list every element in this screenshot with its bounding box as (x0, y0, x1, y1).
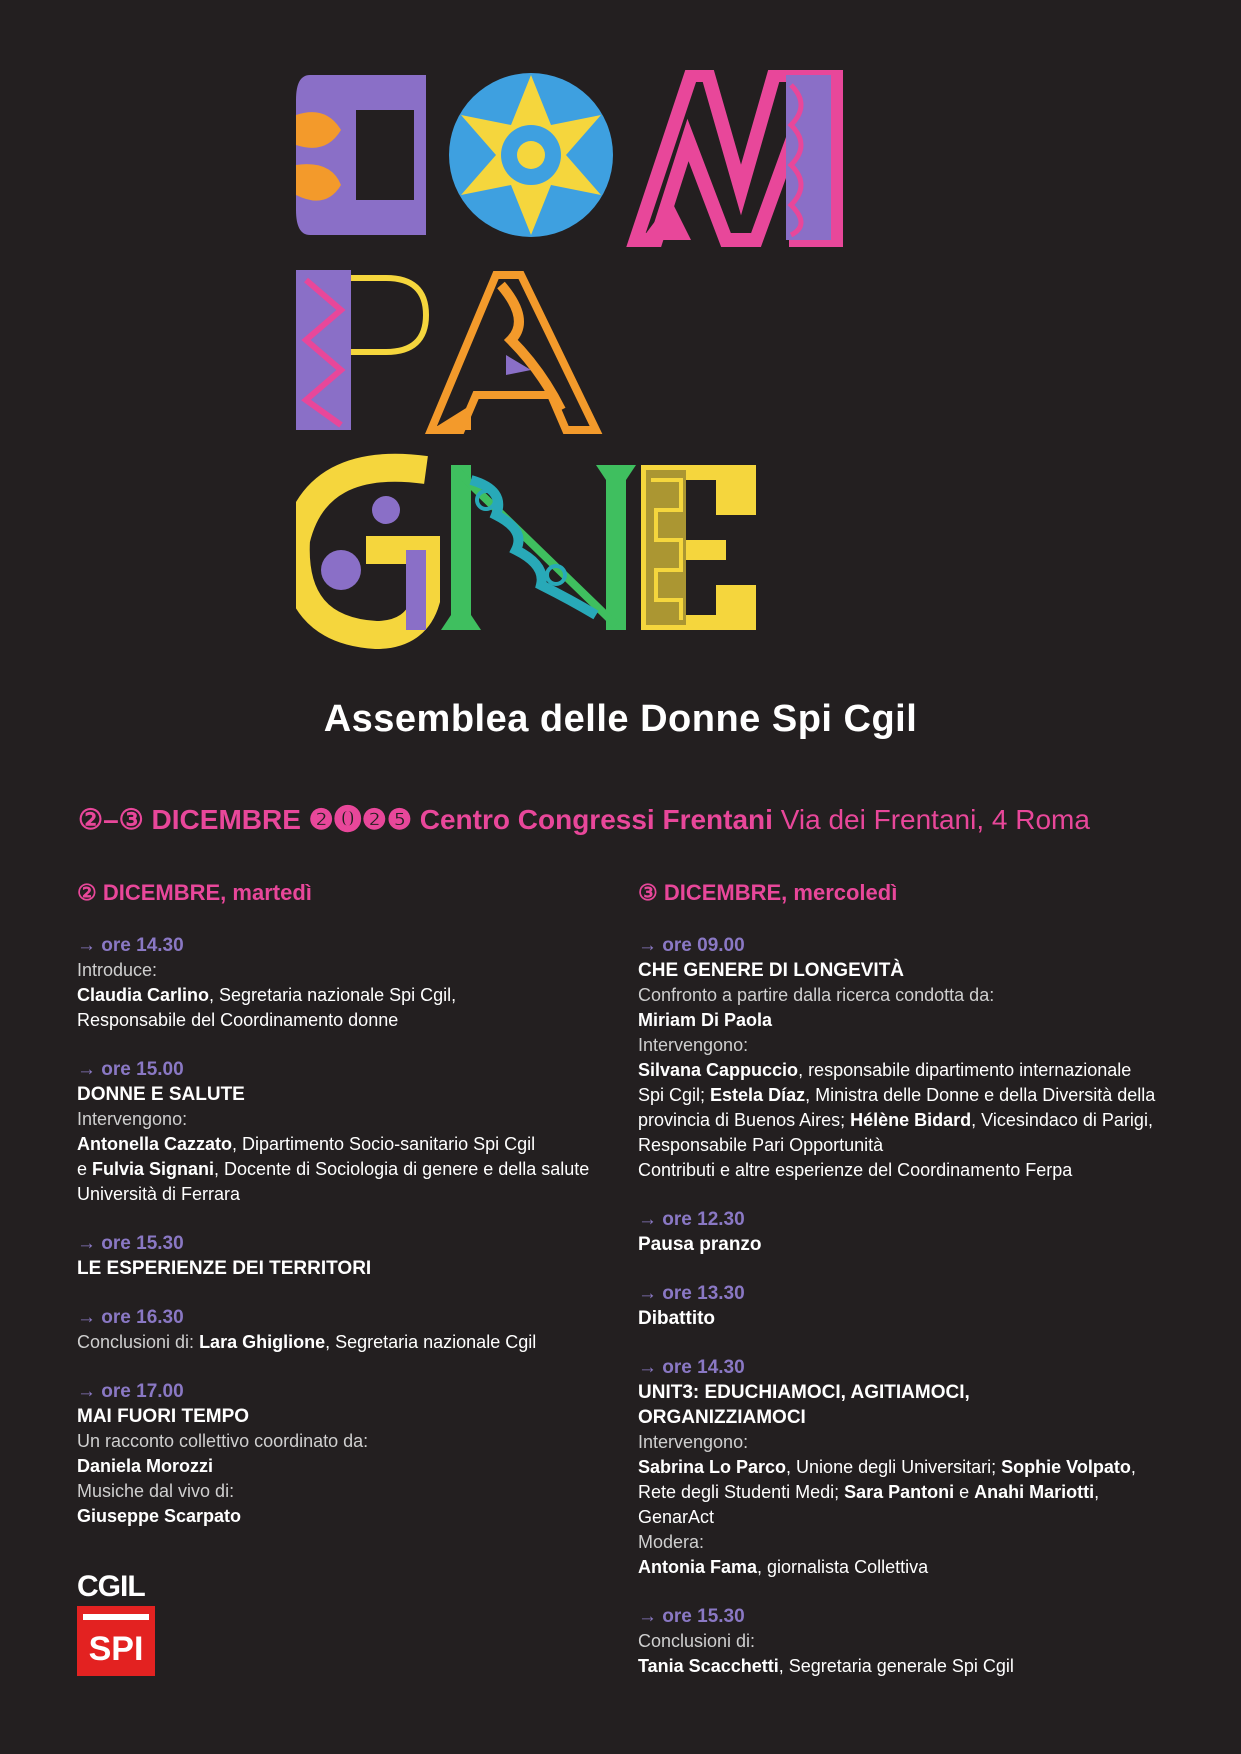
speaker-role: , Docente di Sociologia di genere e della salute (214, 1159, 590, 1179)
day2-header: ③ DICEMBRE, mercoledì (638, 880, 898, 905)
day2-session-2 (638, 1207, 1198, 1257)
day2-session-3 (638, 1281, 1198, 1331)
speaker-name: Fulvia Signani (92, 1159, 215, 1179)
speaker-name: Sophie Volpato (1001, 1457, 1131, 1477)
session-intro: Conclusioni di: (638, 1631, 756, 1651)
session-speaker (77, 1157, 617, 1182)
speaker-name: Antonia Fama (638, 1557, 758, 1577)
speaker-role: , Ministra delle Donne e della Diversità della (805, 1085, 1156, 1105)
conjunction: e (77, 1159, 93, 1179)
logo-spi-text: SPI (77, 1606, 155, 1676)
event-address: Via dei Frentani, 4 Roma (780, 804, 1090, 835)
session-speaker (77, 1330, 617, 1355)
speaker-name: Sara Pantoni (844, 1482, 955, 1502)
speaker-role: , Vicesindaco di Parigi, (971, 1110, 1153, 1130)
day1-header: ② DICEMBRE, martedì (77, 880, 312, 905)
day2-session-4 (638, 1355, 1198, 1580)
session-title: LE ESPERIENZE DEI TERRITORI (77, 1258, 372, 1279)
speaker-role-line: Responsabile Pari Opportunità (638, 1135, 884, 1155)
session-speaker (638, 1058, 1198, 1083)
session-speaker (638, 1108, 1198, 1133)
speaker-name: Claudia Carlino (77, 985, 210, 1005)
speaker-role: provincia di Buenos Aires; (638, 1110, 851, 1130)
session-title: Pausa pranzo (638, 1234, 762, 1255)
session-title: DONNE E SALUTE (77, 1084, 245, 1105)
speaker-name: Tania Scacchetti (638, 1656, 779, 1676)
session-time: → ore 15.30 (638, 1606, 745, 1627)
speaker-name: Sabrina Lo Parco (638, 1457, 787, 1477)
letter-p (296, 270, 426, 430)
session-intro: Musiche dal vivo di: (77, 1481, 235, 1501)
day1-session-1 (77, 933, 617, 1033)
day2-session-1 (638, 933, 1198, 1183)
speaker-name: Daniela Morozzi (77, 1456, 214, 1476)
session-title-line2: ORGANIZZIAMOCI (638, 1407, 806, 1428)
session-title: CHE GENERE DI LONGEVITÀ (638, 960, 905, 981)
event-subtitle: Assemblea delle Donne Spi Cgil (323, 698, 918, 740)
session-title: UNIT3: EDUCHIAMOCI, AGITIAMOCI, (638, 1382, 970, 1403)
letter-c (296, 75, 426, 235)
speaker-name: Hélène Bidard (850, 1110, 972, 1130)
day1-session-3 (77, 1231, 617, 1281)
speaker-role: , (1094, 1482, 1100, 1502)
logo-cgil-text: CGIL (77, 1570, 145, 1603)
session-time: → ore 16.30 (77, 1307, 184, 1328)
event-venue: Centro Congressi Frentani (419, 804, 773, 835)
session-time: → ore 17.00 (77, 1381, 184, 1402)
compagne-ornamental-title (296, 70, 956, 650)
speaker-role-line: GenarAct (638, 1507, 715, 1527)
session-intro: Intervengono: (77, 1109, 188, 1129)
session-time: → ore 14.30 (77, 935, 184, 956)
session-time: → ore 14.30 (638, 1357, 745, 1378)
title-lettering (296, 70, 956, 650)
speaker-role: Rete degli Studenti Medi; (638, 1482, 845, 1502)
conjunction: e (954, 1482, 975, 1502)
speaker-name: Anahi Mariotti (974, 1482, 1095, 1502)
speaker-name: Lara Ghiglione (199, 1332, 326, 1352)
session-note: Contributi e altre esperienze del Coordinamento Ferpa (638, 1160, 1073, 1180)
day1-session-2 (77, 1057, 617, 1207)
day1-session-5 (77, 1379, 617, 1529)
session-speaker (638, 1555, 1198, 1580)
session-intro: Un racconto collettivo coordinato da: (77, 1431, 369, 1451)
session-intro: Confronto a partire dalla ricerca condotta da: (638, 985, 995, 1005)
session-speaker (638, 1455, 1198, 1480)
session-time: → ore 15.30 (77, 1233, 184, 1254)
session-intro: Introduce: (77, 960, 158, 980)
speaker-name: Silvana Cappuccio (638, 1060, 799, 1080)
speaker-role: , (1130, 1457, 1136, 1477)
speaker-role-line: Università di Ferrara (77, 1184, 241, 1204)
day2-session-5 (638, 1604, 1198, 1679)
speaker-name: Miriam Di Paola (638, 1010, 773, 1030)
speaker-name: Estela Díaz (710, 1085, 806, 1105)
session-speaker (638, 1654, 1198, 1679)
day2-program (638, 880, 1198, 1703)
speaker-role: , Segretaria nazionale Spi Cgil, (209, 985, 457, 1005)
letter-e (641, 465, 756, 630)
session-title: Dibattito (638, 1308, 716, 1329)
cgil-spi-logo (77, 1572, 155, 1676)
speaker-role: Spi Cgil; (638, 1085, 711, 1105)
session-speaker (638, 1083, 1198, 1108)
speaker-role: , Segretaria nazionale Cgil (325, 1332, 537, 1352)
speaker-role: , giornalista Collettiva (757, 1557, 929, 1577)
day1-session-4 (77, 1305, 617, 1355)
speaker-role: , Unione degli Universitari; (786, 1457, 1002, 1477)
session-time: → ore 09.00 (638, 935, 745, 956)
letter-o (449, 73, 613, 237)
day1-program (77, 880, 617, 1553)
event-dates: ②–③ DICEMBRE ❷⓿❷❺ (78, 804, 412, 835)
letter-a (431, 275, 596, 430)
session-speaker (77, 983, 617, 1008)
session-time: → ore 15.00 (77, 1059, 184, 1080)
session-intro: Conclusioni di: (77, 1332, 200, 1352)
speaker-role: , Segretaria generale Spi Cgil (778, 1656, 1014, 1676)
event-dateline (78, 798, 1198, 838)
session-time: → ore 12.30 (638, 1209, 745, 1230)
letter-n (441, 465, 636, 630)
session-intro: Intervengono: (638, 1432, 749, 1452)
moderator-intro: Modera: (638, 1532, 705, 1552)
session-intro: Intervengono: (638, 1035, 749, 1055)
speaker-role: , Dipartimento Socio-sanitario Spi Cgil (232, 1134, 536, 1154)
session-time: → ore 13.30 (638, 1283, 745, 1304)
letter-m (636, 75, 836, 240)
speaker-name: Giuseppe Scarpato (77, 1506, 242, 1526)
letter-g (296, 468, 426, 635)
speaker-name: Antonella Cazzato (77, 1134, 233, 1154)
speaker-role-line: Responsabile del Coordinamento donne (77, 1010, 399, 1030)
session-speaker (638, 1480, 1198, 1505)
session-speaker (77, 1132, 617, 1157)
session-title: MAI FUORI TEMPO (77, 1406, 250, 1427)
speaker-role: , responsabile dipartimento internazionale (798, 1060, 1132, 1080)
